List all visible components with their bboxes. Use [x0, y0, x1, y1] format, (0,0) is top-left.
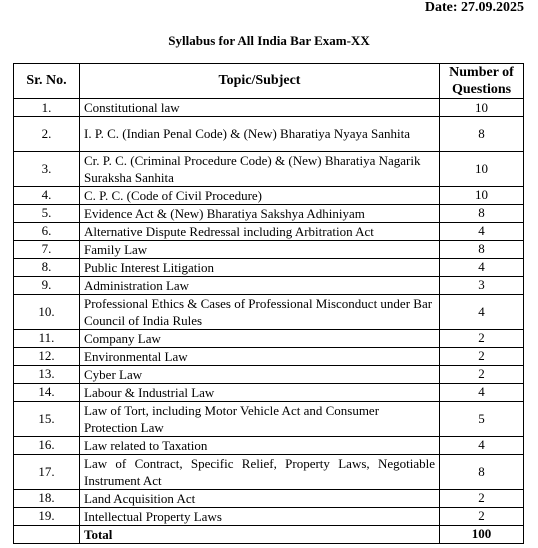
row-topic: Law of Contract, Specific Relief, Property Laws, Negotiable Instrument Act [80, 454, 440, 489]
row-sr-no: 11. [14, 329, 80, 347]
header-sr-no: Sr. No. [14, 64, 80, 99]
syllabus-table [13, 63, 524, 544]
row-question-count: 4 [440, 383, 524, 401]
row-sr-no: 9. [14, 276, 80, 294]
row-question-count: 5 [440, 401, 524, 436]
row-sr-no: 7. [14, 240, 80, 258]
table-header-row [14, 64, 524, 99]
row-question-count: 2 [440, 329, 524, 347]
row-question-count: 8 [440, 117, 524, 152]
row-topic: Land Acquisition Act [80, 489, 440, 507]
row-topic: C. P. C. (Code of Civil Procedure) [80, 186, 440, 204]
table-row [14, 258, 524, 276]
header-topic: Topic/Subject [80, 64, 440, 99]
table-row [14, 454, 524, 489]
row-topic: Company Law [80, 329, 440, 347]
row-question-count: 3 [440, 276, 524, 294]
table-row [14, 329, 524, 347]
row-question-count: 8 [440, 240, 524, 258]
table-row [14, 240, 524, 258]
row-sr-no: 19. [14, 507, 80, 525]
row-topic: Intellectual Property Laws [80, 507, 440, 525]
table-row [14, 151, 524, 186]
row-sr-no: 10. [14, 294, 80, 329]
row-topic: I. P. C. (Indian Penal Code) & (New) Bharatiya Nyaya Sanhita [80, 117, 440, 152]
row-sr-no: 16. [14, 436, 80, 454]
row-sr-no: 8. [14, 258, 80, 276]
row-sr-no: 12. [14, 347, 80, 365]
row-topic: Environmental Law [80, 347, 440, 365]
table-row [14, 186, 524, 204]
row-question-count: 2 [440, 347, 524, 365]
row-sr-no: 3. [14, 151, 80, 186]
row-sr-no: 17. [14, 454, 80, 489]
row-question-count: 4 [440, 258, 524, 276]
total-sr-empty [14, 525, 80, 543]
document-date: Date: 27.09.2025 [424, 0, 524, 15]
row-topic: Family Law [80, 240, 440, 258]
table-row [14, 99, 524, 117]
row-question-count: 8 [440, 204, 524, 222]
table-row [14, 222, 524, 240]
table-row [14, 365, 524, 383]
row-sr-no: 15. [14, 401, 80, 436]
table-row [14, 276, 524, 294]
row-question-count: 2 [440, 489, 524, 507]
row-topic: Professional Ethics & Cases of Professional Misconduct under Bar Council of India Rules [80, 294, 440, 329]
table-row [14, 436, 524, 454]
row-question-count: 2 [440, 365, 524, 383]
total-question-count: 100 [440, 525, 524, 543]
row-question-count: 4 [440, 222, 524, 240]
row-question-count: 2 [440, 507, 524, 525]
table-row [14, 383, 524, 401]
table-row [14, 489, 524, 507]
total-label: Total [80, 525, 440, 543]
table-row [14, 117, 524, 152]
row-sr-no: 14. [14, 383, 80, 401]
row-question-count: 10 [440, 151, 524, 186]
row-sr-no: 13. [14, 365, 80, 383]
total-row [14, 525, 524, 543]
row-topic: Law related to Taxation [80, 436, 440, 454]
row-topic: Law of Tort, including Motor Vehicle Act and Consumer Protection Law [80, 401, 440, 436]
row-sr-no: 18. [14, 489, 80, 507]
table-row [14, 347, 524, 365]
row-topic: Alternative Dispute Redressal including Arbitration Act [80, 222, 440, 240]
row-sr-no: 5. [14, 204, 80, 222]
row-sr-no: 6. [14, 222, 80, 240]
row-sr-no: 4. [14, 186, 80, 204]
row-topic: Labour & Industrial Law [80, 383, 440, 401]
table-row [14, 204, 524, 222]
row-sr-no: 1. [14, 99, 80, 117]
row-sr-no: 2. [14, 117, 80, 152]
row-question-count: 4 [440, 294, 524, 329]
row-topic: Cyber Law [80, 365, 440, 383]
table-row [14, 507, 524, 525]
row-question-count: 4 [440, 436, 524, 454]
page-title: Syllabus for All India Bar Exam-XX [168, 33, 370, 48]
table-row [14, 294, 524, 329]
row-topic: Evidence Act & (New) Bharatiya Sakshya Adhiniyam [80, 204, 440, 222]
row-question-count: 10 [440, 186, 524, 204]
row-question-count: 10 [440, 99, 524, 117]
row-topic: Administration Law [80, 276, 440, 294]
table-row [14, 401, 524, 436]
row-topic: Cr. P. C. (Criminal Procedure Code) & (New) Bharatiya Nagarik Suraksha Sanhita [80, 151, 440, 186]
header-number-of-questions: Number of Questions [440, 64, 524, 99]
row-topic: Constitutional law [80, 99, 440, 117]
row-topic: Public Interest Litigation [80, 258, 440, 276]
row-question-count: 8 [440, 454, 524, 489]
